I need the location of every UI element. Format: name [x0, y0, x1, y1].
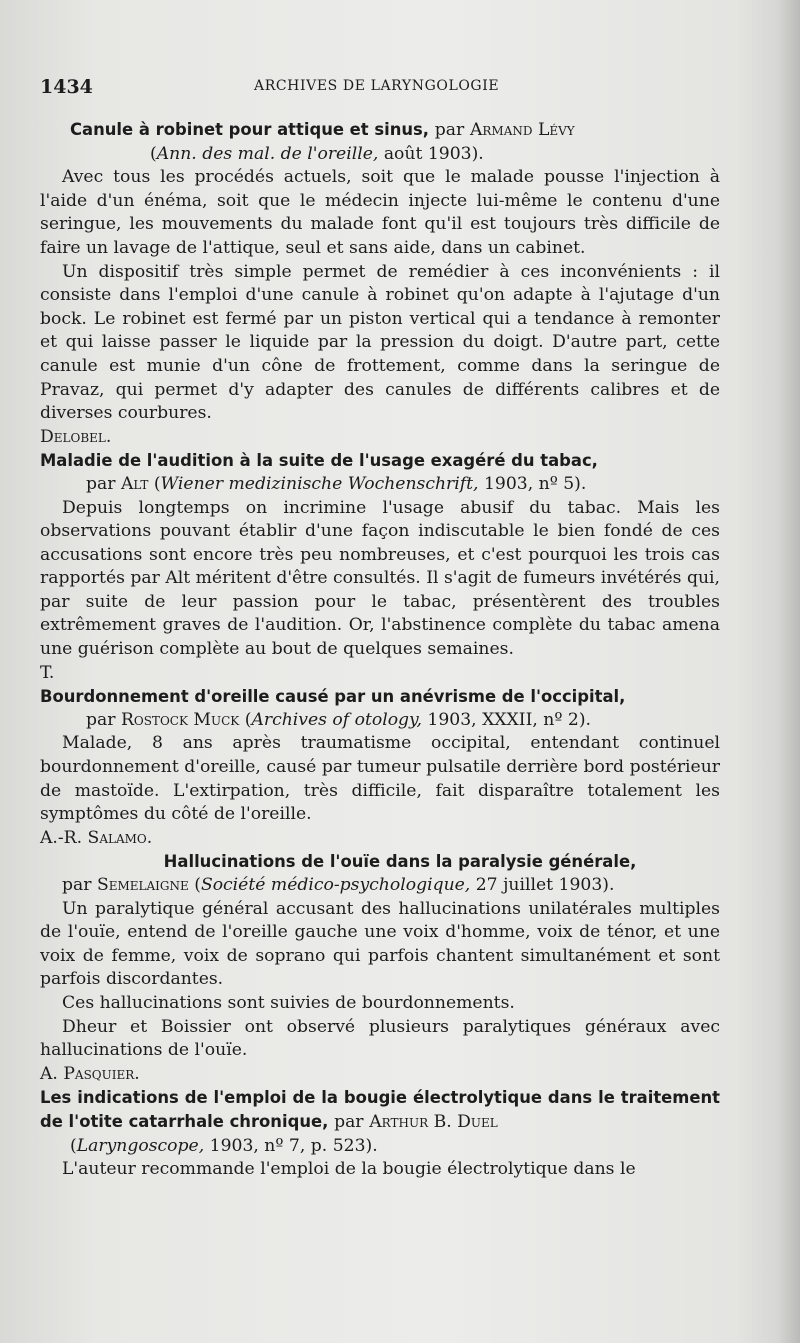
article-bougie	[40, 1086, 720, 1181]
article-citation: (Ann. des mal. de l'oreille, août 1903).	[150, 143, 484, 164]
article-title: Les indications de l'emploi de la bougie électrolytique dans le traitement de l'otite catarrhale chronique, par Arthur B. Duel	[40, 1088, 720, 1132]
article-author: Arthur B. Duel	[369, 1111, 498, 1132]
article-citation: (Laryngoscope, 1903, nº 7, p. 523).	[70, 1135, 378, 1156]
article-title: Canule à robinet pour attique et sinus, par Armand Lévy	[70, 120, 575, 140]
page-header	[40, 76, 740, 100]
article-body	[40, 497, 720, 662]
article-title: Maladie de l'audition à la suite de l'usage exagéré du tabac,	[40, 451, 598, 471]
article-hallucinations	[40, 850, 720, 1086]
paragraph: L'auteur recommande l'emploi de la bougie électrolytique dans le	[62, 1159, 636, 1180]
paragraph: Un paralytique général accusant des hallucinations unilatérales multiples de l'ouïe, entend de l'oreille gauche une voix d'homme, voix de ténor, et une voix de femme, voix de soprano qui parfois chantent simultanément et sont parfois discordantes.	[40, 898, 720, 990]
paragraph: Ces hallucinations sont suivies de bourdonnements.	[62, 992, 515, 1013]
paragraph: Malade, 8 ans après traumatisme occipital, entendant continuel bourdonnement d'oreille, causé par tumeur pulsatile derrière bord postérieur de mastoïde. L'extirpation, très difficile, fait disparaître totalement les symptômes du côté de l'oreille.	[40, 733, 720, 825]
article-author: Armand Lévy	[469, 120, 575, 140]
page-edge-shadow	[778, 0, 800, 1343]
article-signature: A.-R. Salamo.	[40, 827, 153, 848]
article-title: Hallucinations de l'ouïe dans la paralysie générale,	[163, 852, 637, 872]
article-title: Bourdonnement d'oreille causé par un anévrisme de l'occipital,	[40, 687, 626, 707]
article-signature: A. Pasquier.	[40, 1063, 140, 1084]
article-signature: T.	[40, 662, 55, 683]
paragraph: Depuis longtemps on incrimine l'usage abusif du tabac. Mais les observations pouvant établir d'une façon indiscutable le bien fondé de ces accusations sont encore très peu nombreuses, et c'est pourquoi les trois cas rapportés par Alt méritent d'être consultés. Il s'agit de fumeurs invétérés qui, par suite de leur passion pour le tabac, présentèrent des troubles extrêmement graves de l'audition. Or, l'abstinence complète du tabac amena une guérison complète au bout de quelques semaines.	[40, 497, 720, 660]
article-bourdonnement	[40, 685, 720, 850]
article-body	[40, 898, 720, 1063]
paragraph: Avec tous les procédés actuels, soit que le malade pousse l'injection à l'aide d'un énéma, soit que le médecin injecte lui-même le contenu d'une seringue, les mouvements du malade font qu'il est toujours très difficile de faire un lavage de l'attique, seul et sans aide, dans un cabinet.	[40, 167, 720, 258]
article-body	[40, 1158, 720, 1182]
paragraph: Dheur et Boissier ont observé plusieurs paralytiques généraux avec hallucinations de l'ouïe.	[40, 1016, 720, 1061]
article-tabac	[40, 449, 720, 685]
article-author: Semelaigne	[96, 875, 189, 895]
article-body	[40, 166, 720, 426]
article-canule	[40, 118, 720, 449]
article-body	[40, 732, 720, 826]
article-author: Rostock Muck	[120, 709, 240, 730]
article-signature: Delobel.	[40, 426, 112, 447]
page-content	[40, 118, 720, 1182]
article-citation: par Rostock Muck (Archives of otology, 1903, XXXII, nº 2).	[86, 709, 592, 730]
paragraph: Un dispositif très simple permet de remédier à ces inconvénients : il consiste dans l'emploi d'une canule à robinet qu'on adapte à l'ajutage d'un bock. Le robinet est fermé par un piston vertical qui a tendance à remonter et qui laisse passer le liquide par la pression du doigt. D'autre part, cette canule est munie d'un cône de frottement, comme dans la seringue de Pravaz, qui permet d'y adapter des canules de différents calibres et de diverses courbures.	[40, 261, 720, 424]
article-citation: par Alt (Wiener medizinische Wochenschrift, 1903, nº 5).	[86, 473, 587, 494]
article-citation: par Semelaigne (Société médico-psychologique, 27 juillet 1903).	[62, 875, 615, 895]
running-head: ARCHIVES DE LARYNGOLOGIE	[254, 78, 500, 94]
page-number: 1434	[40, 76, 93, 98]
article-author: Alt	[120, 473, 149, 494]
